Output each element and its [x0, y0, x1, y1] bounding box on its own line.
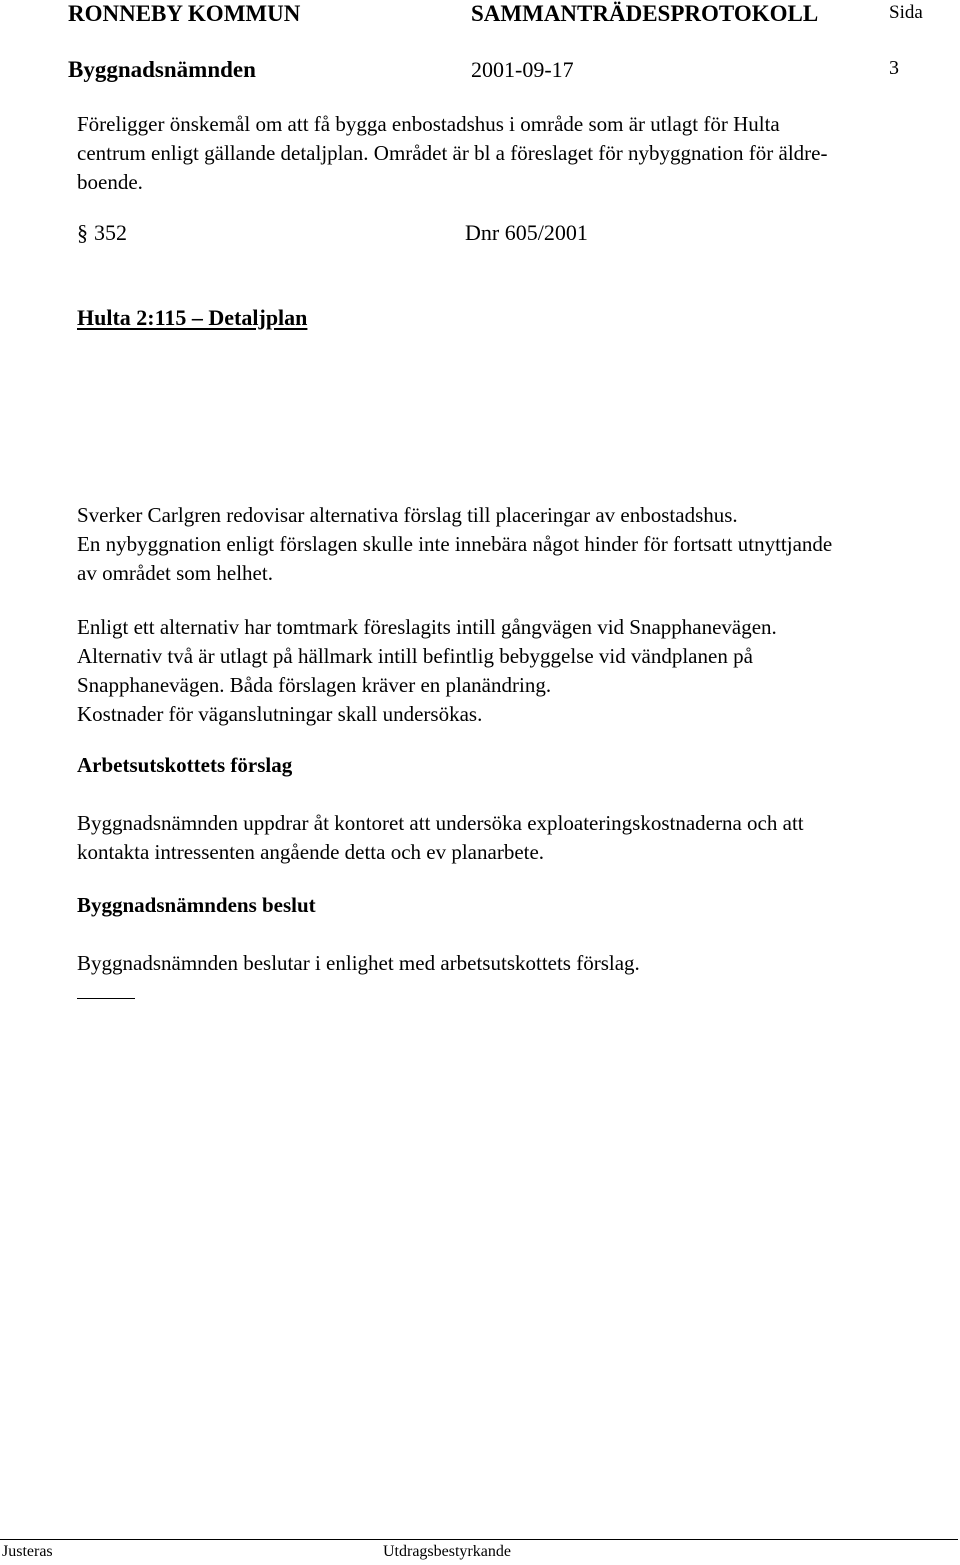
diary-number: Dnr 605/2001	[465, 220, 588, 245]
footer-rule	[0, 1539, 958, 1540]
text-line: centrum enligt gällande detaljplan. Området är bl a föreslaget för nybyggnation för äldre-	[77, 141, 828, 165]
text-line: Föreligger önskemål om att få bygga enbostadshus i område som är utlagt för Hulta	[77, 112, 780, 136]
page-number: 3	[889, 57, 899, 79]
paragraph-request-text	[77, 110, 827, 197]
text-line: Snapphanevägen. Båda förslagen kräver en planändring.	[77, 673, 552, 697]
text-line: En nybyggnation enligt förslagen skulle inte innebära något hinder för fortsatt utnyttjande	[77, 532, 833, 556]
text-line: Byggnadsnämnden uppdrar åt kontoret att undersöka exploateringskostnaderna och att	[77, 811, 804, 835]
text-line: boende.	[77, 170, 143, 194]
text-line: Kostnader för väganslutningar skall undersökas.	[77, 702, 483, 726]
footer-justeras: Justeras	[2, 1543, 53, 1560]
paragraph-alternatives	[77, 613, 777, 729]
paragraph-decision-text	[77, 949, 640, 978]
case-title: Hulta 2:115 – Detaljplan	[77, 305, 308, 330]
paragraph-proposal-text	[77, 809, 804, 867]
text-line: Sverker Carlgren redovisar alternativa förslag till placeringar av enbostadshus.	[77, 503, 738, 527]
meeting-date: 2001-09-17	[471, 57, 574, 82]
text-line: Alternativ två är utlagt på hällmark intill befintlig bebyggelse vid vändplanen på	[77, 644, 753, 668]
paragraph-proposals	[77, 501, 832, 588]
text-line: Enligt ett alternativ har tomtmark föreslagits intill gångvägen vid Snapphanevägen.	[77, 615, 777, 639]
heading-decision: Byggnadsnämndens beslut	[77, 893, 316, 917]
document-type: SAMMANTRÄDESPROTOKOLL	[471, 1, 819, 26]
committee-name: Byggnadsnämnden	[68, 57, 256, 82]
end-rule	[77, 998, 135, 999]
text-line: av området som helhet.	[77, 561, 273, 585]
text-line: kontakta intressenten angående detta och ev planarbete.	[77, 840, 545, 864]
section-number: 352	[94, 220, 127, 245]
org-name: RONNEBY KOMMUN	[68, 1, 301, 26]
heading-committee-proposal: Arbetsutskottets förslag	[77, 753, 293, 777]
footer-utdragsbestyrkande: Utdragsbestyrkande	[383, 1543, 511, 1560]
page-label: Sida	[889, 2, 923, 23]
section-symbol: §	[77, 220, 88, 245]
text-line: Byggnadsnämnden beslutar i enlighet med arbetsutskottets förslag.	[77, 951, 640, 975]
